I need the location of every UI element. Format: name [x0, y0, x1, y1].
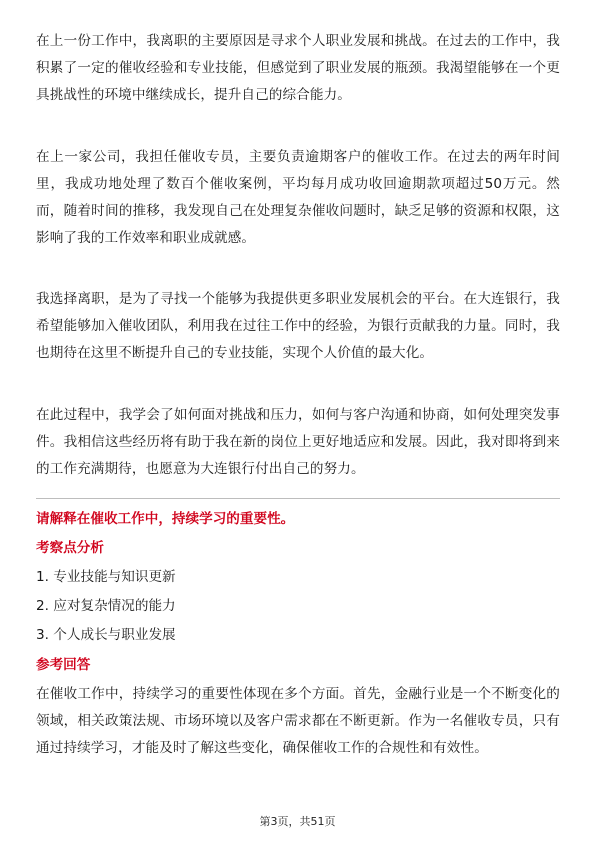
section-divider — [36, 498, 560, 499]
list-item: 3. 个人成长与职业发展 — [36, 627, 176, 643]
question-heading: 请解释在催收工作中，持续学习的重要性。 — [36, 511, 295, 527]
analysis-heading: 考察点分析 — [36, 540, 104, 556]
body-paragraph-3: 我选择离职，是为了寻找一个能够为我提供更多职业发展机会的平台。在大连银行，我希望能够加入催收团队，利用我在过往工作中的经验，为银行贡献我的力量。同时，我也期待在这里不断提升自己的专业技能，实现个人价值的最大化。 — [36, 291, 560, 361]
list-item: 2. 应对复杂情况的能力 — [36, 598, 176, 614]
answer-heading: 参考回答 — [36, 657, 91, 673]
list-item: 1. 专业技能与知识更新 — [36, 569, 176, 585]
analysis-points-list — [36, 563, 560, 650]
page-number-footer: 第3页，共51页 — [259, 815, 336, 828]
answer-paragraph: 在催收工作中，持续学习的重要性体现在多个方面。首先，金融行业是一个不断变化的领域，相关政策法规、市场环境以及客户需求都在不断更新。作为一名催收专员，只有通过持续学习，才能及时了解这些变化，确保催收工作的合规性和有效性。 — [36, 686, 560, 756]
body-paragraph-2: 在上一家公司，我担任催收专员，主要负责逾期客户的催收工作。在过去的两年时间里，我成功地处理了数百个催收案例，平均每月成功收回逾期款项超过50万元。然而，随着时间的推移，我发现自己在处理复杂催收问题时，缺乏足够的资源和权限，这影响了我的工作效率和职业成就感。 — [36, 149, 560, 246]
body-paragraph-1: 在上一份工作中，我离职的主要原因是寻求个人职业发展和挑战。在过去的工作中，我积累了一定的催收经验和专业技能，但感觉到了职业发展的瓶颈。我渴望能够在一个更具挑战性的环境中继续成长，提升自己的综合能力。 — [36, 33, 560, 103]
body-paragraph-4: 在此过程中，我学会了如何面对挑战和压力，如何与客户沟通和协商，如何处理突发事件。我相信这些经历将有助于我在新的岗位上更好地适应和发展。因此，我对即将到来的工作充满期待，也愿意为大连银行付出自己的努力。 — [36, 407, 560, 477]
